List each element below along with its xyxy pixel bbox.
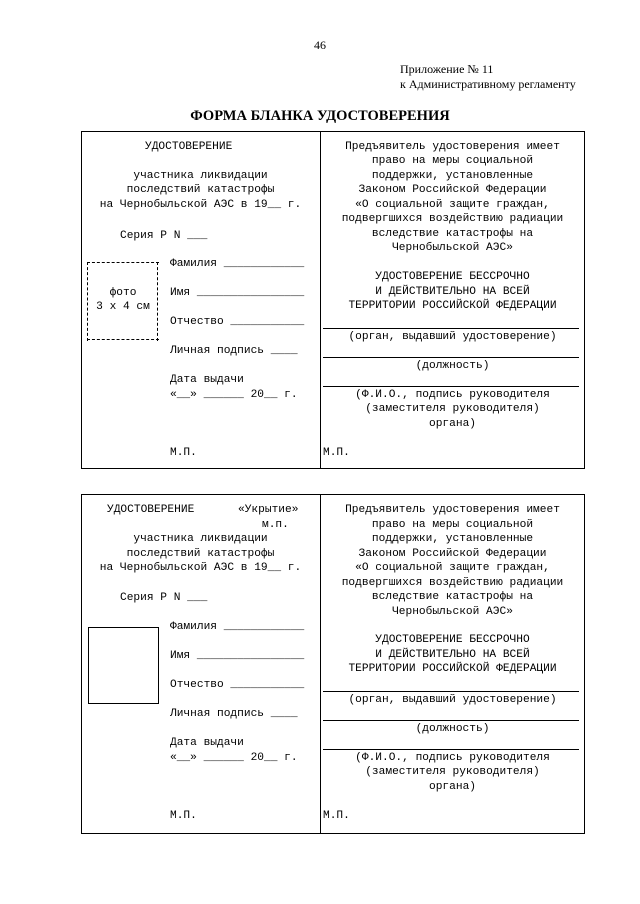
card-1-participant-line: участника ликвидации <box>133 170 268 182</box>
rights-line: Предъявитель удостоверения имеет <box>345 141 560 153</box>
position-caption: (должность) <box>415 360 490 372</box>
signature-field: Личная подпись ____ <box>170 708 298 720</box>
photo-placeholder <box>87 262 159 341</box>
rights-line: Предъявитель удостоверения имеет <box>345 504 560 516</box>
card-2-heading: УДОСТОВЕРЕНИЕ <box>107 504 195 516</box>
issue-date-label: Дата выдачи <box>170 374 244 386</box>
patronymic-field: Отчество ___________ <box>170 679 305 691</box>
card-1-participant-line: на Чернобыльской АЭС в 19__ г. <box>99 199 302 211</box>
patronymic-field: Отчество ___________ <box>170 316 305 328</box>
signature-field: Личная подпись ____ <box>170 345 298 357</box>
rights-line: право на меры социальной <box>371 519 534 531</box>
head-caption: (заместителя руководителя) <box>365 766 540 778</box>
validity-line: И ДЕЙСТВИТЕЛЬНО НА ВСЕЙ <box>375 286 530 298</box>
issue-date-value: «__» ______ 20__ г. <box>170 752 298 764</box>
issuer-signature-line <box>323 328 579 329</box>
card-2-divider <box>320 494 321 834</box>
name-field: Имя ________________ <box>170 650 305 662</box>
form-title: ФОРМА БЛАНКА УДОСТОВЕРЕНИЯ <box>190 108 450 124</box>
rights-line: право на меры социальной <box>371 155 534 167</box>
surname-field: Фамилия ____________ <box>170 621 305 633</box>
position-line <box>323 720 579 721</box>
photo-size-label: 3 х 4 см <box>96 301 150 313</box>
issue-date-label: Дата выдачи <box>170 737 244 749</box>
appendix-note <box>400 62 576 92</box>
card-1-series: Серия Р N ___ <box>120 230 208 242</box>
rights-line: вследствие катастрофы на <box>371 228 534 240</box>
ukrytie-label: «Укрытие» <box>238 504 299 516</box>
photo-label: фото <box>109 287 137 299</box>
head-signature-line <box>323 386 579 387</box>
photo-border-bottom <box>87 339 159 340</box>
head-caption: органа) <box>429 418 476 430</box>
validity-line: ТЕРРИТОРИИ РОССИЙСКОЙ ФЕДЕРАЦИИ <box>348 300 557 312</box>
validity-line: УДОСТОВЕРЕНИЕ БЕССРОЧНО <box>375 634 530 646</box>
rights-line: поддержки, установленные <box>371 533 534 545</box>
card-2-participant-line: участника ликвидации <box>133 533 268 545</box>
name-field: Имя ________________ <box>170 287 305 299</box>
head-signature-line <box>323 749 579 750</box>
page-number: 46 <box>314 38 326 52</box>
stamp-mark: М.П. <box>323 810 350 822</box>
issue-date-value: «__» ______ 20__ г. <box>170 389 298 401</box>
card-2-participant-line: на Чернобыльской АЭС в 19__ г. <box>99 562 302 574</box>
photo-border-top <box>87 262 159 263</box>
rights-line: Законом Российской Федерации <box>358 548 547 560</box>
rights-line: Чернобыльской АЭС» <box>392 606 513 618</box>
rights-line: подвергшихся воздействию радиации <box>341 577 564 589</box>
photo-frame <box>88 627 159 704</box>
head-caption: (Ф.И.О., подпись руководителя <box>355 752 550 764</box>
card-2-series: Серия Р N ___ <box>120 592 208 604</box>
appendix-line-1: Приложение № 11 <box>400 62 494 76</box>
rights-line: Законом Российской Федерации <box>358 184 547 196</box>
head-caption: (Ф.И.О., подпись руководителя <box>355 389 550 401</box>
card-1-participant-line: последствий катастрофы <box>126 184 275 196</box>
stamp-mark-top: м.п. <box>262 519 289 531</box>
card-2-participant-line: последствий катастрофы <box>126 548 275 560</box>
appendix-line-2: к Административному регламенту <box>400 77 576 91</box>
card-1-divider <box>320 131 321 469</box>
card-1-heading: УДОСТОВЕРЕНИЕ <box>145 141 233 153</box>
validity-line: УДОСТОВЕРЕНИЕ БЕССРОЧНО <box>375 271 530 283</box>
stamp-mark: М.П. <box>170 810 197 822</box>
rights-line: «О социальной защите граждан, <box>355 199 550 211</box>
validity-line: И ДЕЙСТВИТЕЛЬНО НА ВСЕЙ <box>375 649 530 661</box>
rights-line: поддержки, установленные <box>371 170 534 182</box>
rights-line: «О социальной защите граждан, <box>355 562 550 574</box>
stamp-mark: М.П. <box>170 447 197 459</box>
validity-line: ТЕРРИТОРИИ РОССИЙСКОЙ ФЕДЕРАЦИИ <box>348 663 557 675</box>
position-line <box>323 357 579 358</box>
stamp-mark: М.П. <box>323 447 350 459</box>
surname-field: Фамилия ____________ <box>170 258 305 270</box>
issuer-signature-line <box>323 691 579 692</box>
rights-line: вследствие катастрофы на <box>371 591 534 603</box>
issuer-caption: (орган, выдавший удостоверение) <box>348 694 557 706</box>
head-caption: (заместителя руководителя) <box>365 403 540 415</box>
head-caption: органа) <box>429 781 476 793</box>
position-caption: (должность) <box>415 723 490 735</box>
rights-line: подвергшихся воздействию радиации <box>341 213 564 225</box>
rights-line: Чернобыльской АЭС» <box>392 242 513 254</box>
issuer-caption: (орган, выдавший удостоверение) <box>348 331 557 343</box>
